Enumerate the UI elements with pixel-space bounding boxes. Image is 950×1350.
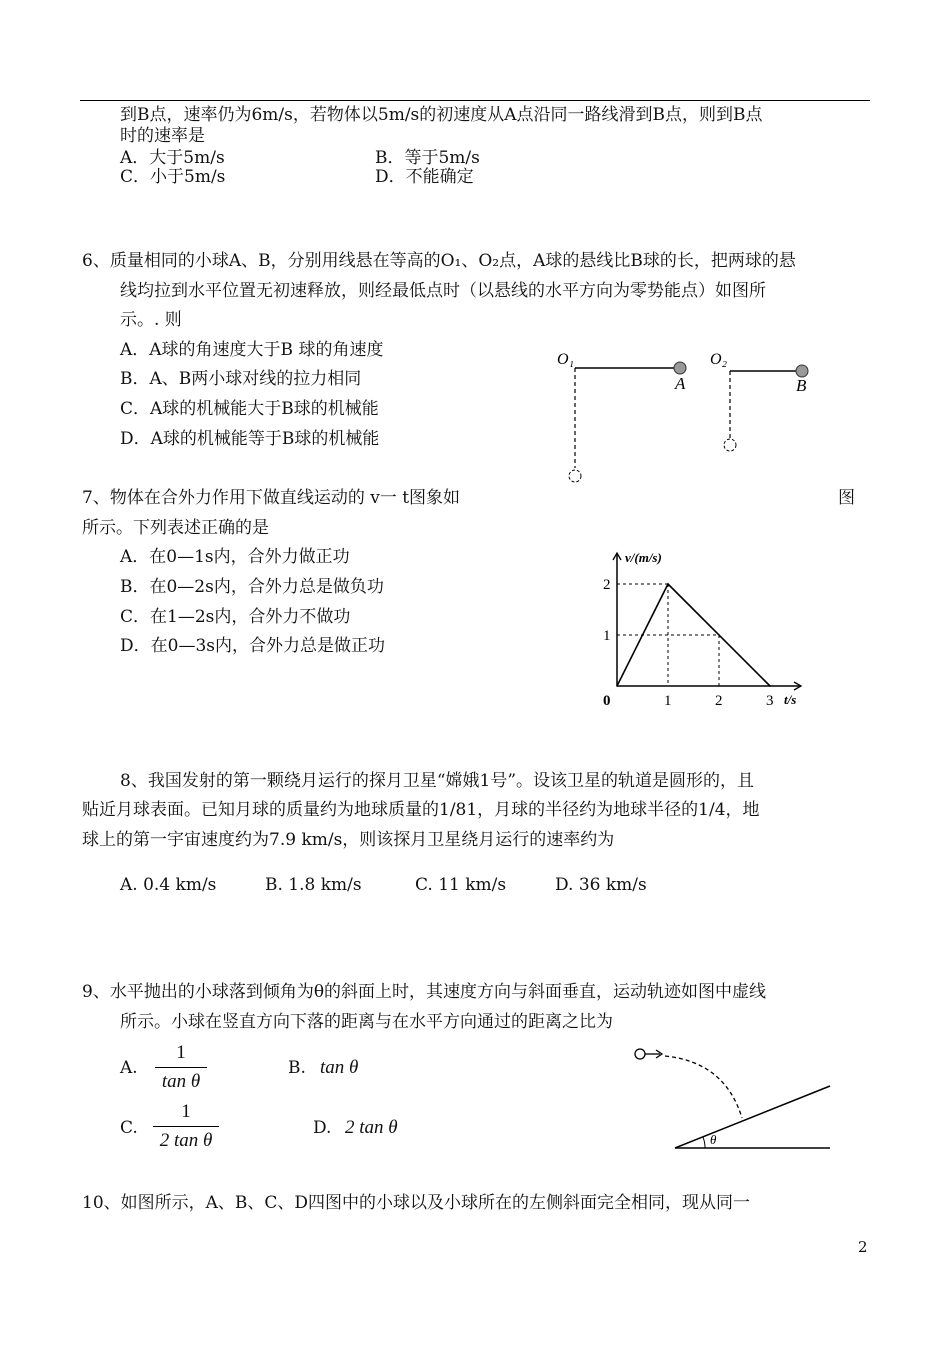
data-point-2 xyxy=(769,685,771,687)
q7-vt-graph xyxy=(590,540,820,715)
q9-option-a-label: A. xyxy=(120,1058,138,1078)
top-rule xyxy=(80,100,870,101)
q8-option-c: C. 11 km/s xyxy=(415,875,507,895)
q8-option-b: B. 1.8 km/s xyxy=(265,875,362,895)
y-axis-label: v/(m/s) xyxy=(625,550,662,565)
x-tick-label-2: 2 xyxy=(715,693,723,709)
q6-option-c: C．A球的机械能大于B球的机械能 xyxy=(120,399,379,419)
q8-line1: 8、我国发射的第一颗绕月运行的探月卫星“嫦娥1号”。设该卫星的轨道是圆形的，且 xyxy=(120,771,755,791)
x-tick-label-3: 3 xyxy=(766,693,774,709)
q9-option-b-label: B. xyxy=(288,1058,306,1078)
q9-option-d-value: 2 tan θ xyxy=(345,1117,398,1138)
q6-line1: 6、质量相同的小球A、B，分别用线悬在等高的O₁、O₂点，A球的悬线比B球的长，把两球的悬 xyxy=(82,251,796,271)
x-tick-label-0: 0 xyxy=(603,693,611,709)
y-tick-label-1: 1 xyxy=(603,628,611,644)
q9-option-a-numerator: 1 xyxy=(176,1042,186,1063)
x-axis-label: t/s xyxy=(784,692,797,707)
q6-option-d: D．A球的机械能等于B球的机械能 xyxy=(120,429,380,449)
fig-label-o1: O₁ xyxy=(557,351,575,368)
fig-label-theta: θ xyxy=(710,1132,717,1147)
q8-option-d: D. 36 km/s xyxy=(555,875,647,895)
q8-option-a: A. 0.4 km/s xyxy=(120,875,217,895)
q6-line2: 线均拉到水平位置无初速释放，则经最低点时（以悬线的水平方向为零势能点）如图所 xyxy=(120,281,766,301)
ball-b-lowest xyxy=(724,439,736,451)
x-tick-label-1: 1 xyxy=(664,693,672,709)
q5-line2: 时的速率是 xyxy=(120,126,205,146)
q9-option-c-fraction xyxy=(153,1100,219,1153)
q7-option-c: C．在1—2s内，合外力不做功 xyxy=(120,607,351,627)
q9-line1: 9、水平抛出的小球落到倾角为θ的斜面上时，其速度方向与斜面垂直，运动轨迹如图中虚线 xyxy=(82,982,767,1002)
q9-option-b-value: tan θ xyxy=(320,1057,359,1078)
q5-option-a: A．大于5m/s xyxy=(120,148,225,168)
q6-line3: 示。. 则 xyxy=(120,310,182,330)
q7-line1-part2: 图 xyxy=(838,488,855,508)
thrown-ball xyxy=(635,1049,645,1059)
q7-line2: 所示。下列表述正确的是 xyxy=(82,518,269,538)
q8-line3: 球上的第一宇宙速度约为7.9 km/s，则该探月卫星绕月运行的速率约为 xyxy=(82,830,615,850)
q5-option-d: D．不能确定 xyxy=(375,167,474,187)
q9-option-d-label: D. xyxy=(313,1118,332,1138)
trajectory-dashed xyxy=(665,1056,742,1118)
ball-a xyxy=(674,362,686,374)
q9-option-c-numerator: 1 xyxy=(181,1101,191,1122)
q8-line2: 贴近月球表面。已知月球的质量约为地球质量的1/81，月球的半径约为地球半径的1/4，地 xyxy=(82,800,760,820)
q6-option-a: A．A球的角速度大于B 球的角速度 xyxy=(120,340,384,360)
q9-option-a-denominator: tan θ xyxy=(161,1071,201,1092)
fig-label-o2: O₂ xyxy=(710,351,728,368)
ball-a-lowest xyxy=(569,470,581,482)
q6-pendulum-figure xyxy=(550,340,830,490)
q7-option-b: B．在0—2s内，合外力总是做负功 xyxy=(120,577,384,597)
q6-option-b: B．A、B两小球对线的拉力相同 xyxy=(120,369,362,389)
fig-label-a: A xyxy=(675,374,686,393)
fraction-bar xyxy=(155,1067,207,1068)
data-point-1 xyxy=(667,583,669,585)
q5-option-c: C．小于5m/s xyxy=(120,167,226,187)
incline-line xyxy=(675,1086,830,1148)
q9-incline-figure xyxy=(620,1040,840,1160)
q10-line1: 10、如图所示，A、B、C、D四图中的小球以及小球所在的左侧斜面完全相同，现从同一 xyxy=(82,1193,751,1213)
velocity-series-line xyxy=(617,584,770,686)
q9-option-c-label: C. xyxy=(120,1118,138,1138)
q9-option-c-denominator: 2 tan θ xyxy=(159,1130,213,1151)
q7-option-a: A．在0—1s内，合外力做正功 xyxy=(120,547,350,567)
angle-arc xyxy=(703,1137,705,1148)
q9-line2: 所示。小球在竖直方向下落的距离与在水平方向通过的距离之比为 xyxy=(120,1012,613,1032)
data-point-0 xyxy=(616,685,618,687)
fraction-bar xyxy=(153,1126,219,1127)
q9-option-a-fraction xyxy=(155,1041,207,1094)
q7-line1-part1: 7、物体在合外力作用下做直线运动的 v一 t图象如 xyxy=(82,488,461,508)
y-tick-label-2: 2 xyxy=(603,577,611,593)
page-number: 2 xyxy=(858,1238,868,1256)
fig-label-b: B xyxy=(796,376,807,395)
q7-option-d: D．在0—3s内，合外力总是做正功 xyxy=(120,636,385,656)
q5-line1: 到B点，速率仍为6m/s，若物体以5m/s的初速度从A点沿同一路线滑到B点，则到B点 xyxy=(120,105,763,125)
q5-option-b: B．等于5m/s xyxy=(375,148,480,168)
